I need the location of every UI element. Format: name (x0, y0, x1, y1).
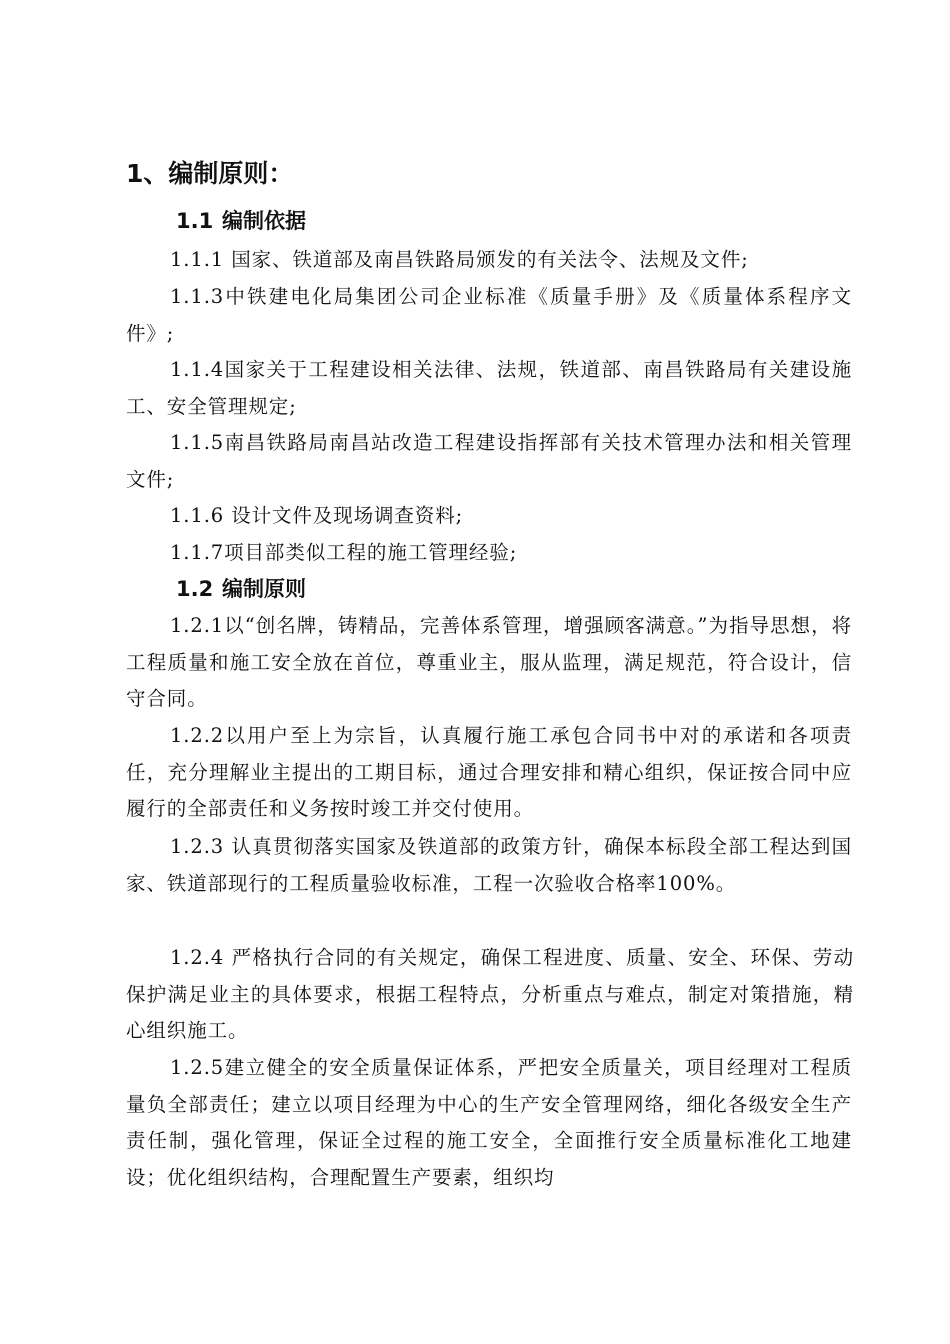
paragraph-1-1-5: 1.1.5南昌铁路局南昌站改造工程建设指挥部有关技术管理办法和相关管理文件; (126, 431, 852, 491)
paragraph-1-1-6: 1.1.6 设计文件及现场调查资料; (170, 504, 464, 527)
paragraph-1-2-2: 1.2.2以用户至上为宗旨，认真履行施工承包合同书中对的承诺和各项责任，充分理解业主提出的工期目标，通过合理安排和精心组织，保证按合同中应履行的全部责任和义务按时竣工并交付使用。 (126, 724, 852, 821)
subsection-heading-text: 编制依据 (222, 209, 306, 233)
subsection-heading-1-1 (176, 204, 306, 238)
subsection-number: 1.2 (176, 577, 214, 601)
paragraph-1-2-1: 1.2.1以“创名牌，铸精品，完善体系管理，增强顾客满意。”为指导思想，将工程质量和施工安全放在首位，尊重业主，服从监理，满足规范，符合设计，信守合同。 (126, 614, 852, 711)
paragraph-1-2-4: 1.2.4 严格执行合同的有关规定，确保工程进度、质量、安全、环保、劳动保护满足业主的具体要求，根据工程特点，分析重点与难点，制定对策措施，精心组织施工。 (126, 946, 854, 1043)
subsection-number: 1.1 (176, 209, 214, 233)
paragraph-1-1-4: 1.1.4国家关于工程建设相关法律、法规，铁道部、南昌铁路局有关建设施工、安全管理规定; (126, 358, 852, 418)
paragraph-1-2-5: 1.2.5建立健全的安全质量保证体系，严把安全质量关，项目经理对工程质量负全部责任；建立以项目经理为中心的生产安全管理网络，细化各级安全生产责任制，强化管理，保证全过程的施工安全，全面推行安全质量标准化工地建设；优化组织结构，合理配置生产要素，组织均 (126, 1056, 852, 1190)
paragraph-1-1-7: 1.1.7项目部类似工程的施工管理经验; (170, 541, 518, 564)
subsection-heading-text: 编制原则 (222, 577, 306, 601)
section-title: 1、编制原则： (126, 159, 294, 188)
paragraph-1-1-3: 1.1.3中铁建电化局集团公司企业标准《质量手册》及《质量体系程序文件》; (126, 285, 852, 345)
subsection-heading-1-2 (176, 572, 306, 606)
paragraph-1-2-3: 1.2.3 认真贯彻落实国家及铁道部的政策方针，确保本标段全部工程达到国家、铁道部现行的工程质量验收标准，工程一次验收合格率100%。 (126, 835, 852, 895)
paragraph-1-1-1: 1.1.1 国家、铁道部及南昌铁路局颁发的有关法令、法规及文件; (170, 248, 749, 271)
